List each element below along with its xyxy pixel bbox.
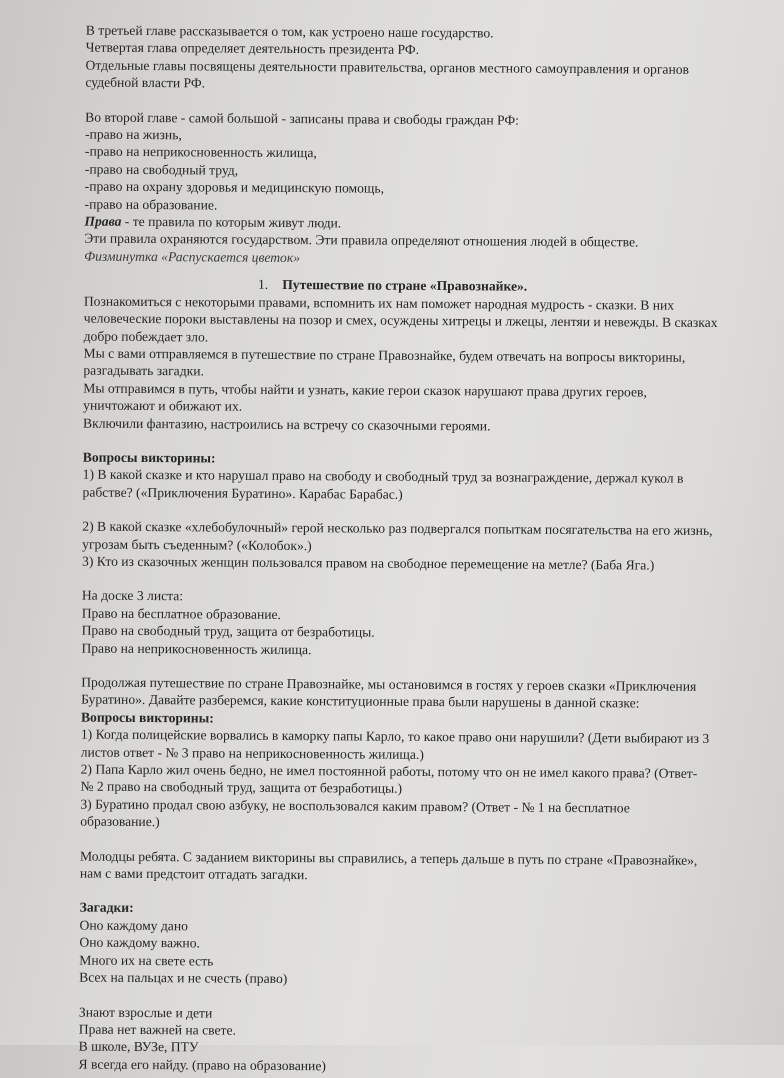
- rights-item: -право на охрану здоровья и медицинскую помощь,: [84, 178, 385, 196]
- quiz-question: листов ответ - № 3 право на неприкосновенность жилища.): [80, 744, 424, 762]
- riddle-line: Я всегда его найду. (право на образование): [78, 1056, 326, 1074]
- text-line: Отдельные главы посвящены деятельности правительства, органов местного самоуправления и органов: [85, 57, 690, 77]
- text-line: человеческие пороки выставлены на позор и смех, осуждены хитрецы и лжецы, лентяи и невежды. В сказках: [83, 310, 718, 331]
- riddle-line: Оно каждому важно.: [79, 934, 200, 951]
- text-line: Буратино». Давайте разберемся, какие конституционные права были нарушены в данной сказке:: [81, 691, 640, 711]
- section-number: 1.: [257, 277, 269, 293]
- rights-item: -право на жизнь,: [85, 126, 182, 143]
- quiz-block-1: [82, 449, 751, 575]
- text-line: Включили фантазию, настроились на встречу со сказочными героями.: [82, 415, 491, 433]
- quiz-question: 1) Когда полицейские ворвались в каморку папы Карло, то какое право они нарушили? (Дети выбирают из 3: [80, 726, 710, 747]
- board-item: Право на свободный труд, защита от безработицы.: [81, 622, 375, 640]
- quiz-question: 2) В какой сказке «хлебобулочный» герой несколько раз подвергался попыткам посягательства на его жизнь,: [82, 518, 713, 539]
- text-line: добро побеждает зло.: [83, 328, 209, 344]
- quiz-question: 2) Папа Карло жил очень бедно, не имел постоянной работы, потому что он не имел какого права? (Ответ-: [80, 761, 698, 781]
- text-line: Познакомиться с некоторыми правами, вспомнить их нам поможет народная мудрость - сказки. В них: [83, 293, 675, 313]
- text-line: уничтожают и обижают их.: [83, 397, 243, 414]
- rights-intro: Во второй главе - самой большой - записаны права и свободы граждан РФ:: [85, 109, 519, 128]
- rights-item: -право на образование.: [84, 196, 218, 213]
- text-line: нам с вами предстоит отгадать загадки.: [79, 865, 308, 883]
- riddle-line: Знают взрослые и дети: [78, 1004, 213, 1021]
- riddles-block: [79, 899, 748, 1077]
- text-line: судебной власти РФ.: [85, 74, 206, 91]
- text-line: Мы с вами отправляемся в путешествие по стране Правознайке, будем отвечать на вопросы викторины,: [83, 345, 686, 365]
- rights-item: -право на свободный труд,: [84, 161, 239, 178]
- quiz-question: 3) Кто из сказочных женщин пользовался правом на свободное перемещение на метле? (Баба Яга.): [82, 553, 655, 573]
- quiz-heading: Вопросы викторины:: [82, 449, 216, 466]
- text-line: В третьей главе рассказывается о том, как устроено наше государство.: [85, 22, 494, 41]
- rights-item: -право на неприкосновенность жилища,: [84, 144, 317, 161]
- board-item: Право на неприкосновенность жилища.: [81, 640, 312, 657]
- praise-paragraph: [80, 847, 748, 886]
- text-line: Четвертая глава определяет деятельность президента РФ.: [85, 40, 420, 58]
- quiz-heading: Вопросы викторины:: [80, 709, 214, 726]
- riddle-line: Оно каждому дано: [79, 917, 188, 934]
- quiz-question: 1) В какой сказке и кто нарушал право на свободу и свободный труд за вознаграждение, держал кукол в: [82, 466, 684, 487]
- definition-term: Права: [84, 213, 122, 229]
- section-title-text: Путешествие по стране «Правознайке».: [282, 277, 528, 294]
- board-block: [81, 587, 749, 661]
- board-heading: На доске 3 листа:: [81, 587, 184, 604]
- text-line: Молодцы ребята. С заданием викторины вы справились, а теперь дальше в путь по стране «Правознайке»,: [79, 848, 698, 868]
- quiz-question: образование.): [80, 813, 160, 830]
- board-item: Право на бесплатное образование.: [81, 605, 282, 622]
- riddle-line: Права нет важней на свете.: [78, 1021, 236, 1038]
- quiz-question: рабстве? («Приключения Буратино». Карабас Барабас.): [82, 484, 403, 502]
- text-line: Продолжая путешествие по стране Правознайке, мы остановимся в гостях у героев сказки «Приключения: [81, 674, 697, 694]
- quiz-question: угрозам быть съеденным? («Колобок».): [82, 536, 312, 553]
- riddle-line: В школе, ВУЗе, ПТУ: [78, 1038, 199, 1055]
- section-intro: [83, 292, 752, 436]
- riddle-line: Всех на пальцах и не счесть (право): [79, 969, 288, 987]
- quiz-block-2: [80, 708, 749, 835]
- intro-paragraph: [85, 22, 753, 96]
- riddle-line: Много их на свете есть: [79, 952, 214, 969]
- quiz-question: 3) Буратино продал свою азбуку, не воспользовался каким правом? (Ответ - № 1 на бесплатное: [80, 796, 630, 816]
- rights-block: [84, 108, 753, 269]
- text-line: разгадывать загадки.: [83, 362, 204, 379]
- quiz-question: № 2 право на свободный труд, защита от безработицы.): [80, 779, 403, 797]
- text-line: Мы отправимся в путь, чтобы найти и узнать, какие герои сказок нарушают права других героев,: [83, 380, 647, 400]
- break-note: Физминутка «Распускается цветок»: [84, 248, 301, 265]
- riddles-heading: Загадки:: [79, 900, 134, 916]
- definition-text: - те правила по которым живут люди.: [121, 213, 342, 231]
- continue-paragraph: [81, 674, 749, 713]
- definition-line-2: Эти правила охраняются государством. Эти правила определяют отношения людей в обществе.: [84, 231, 639, 250]
